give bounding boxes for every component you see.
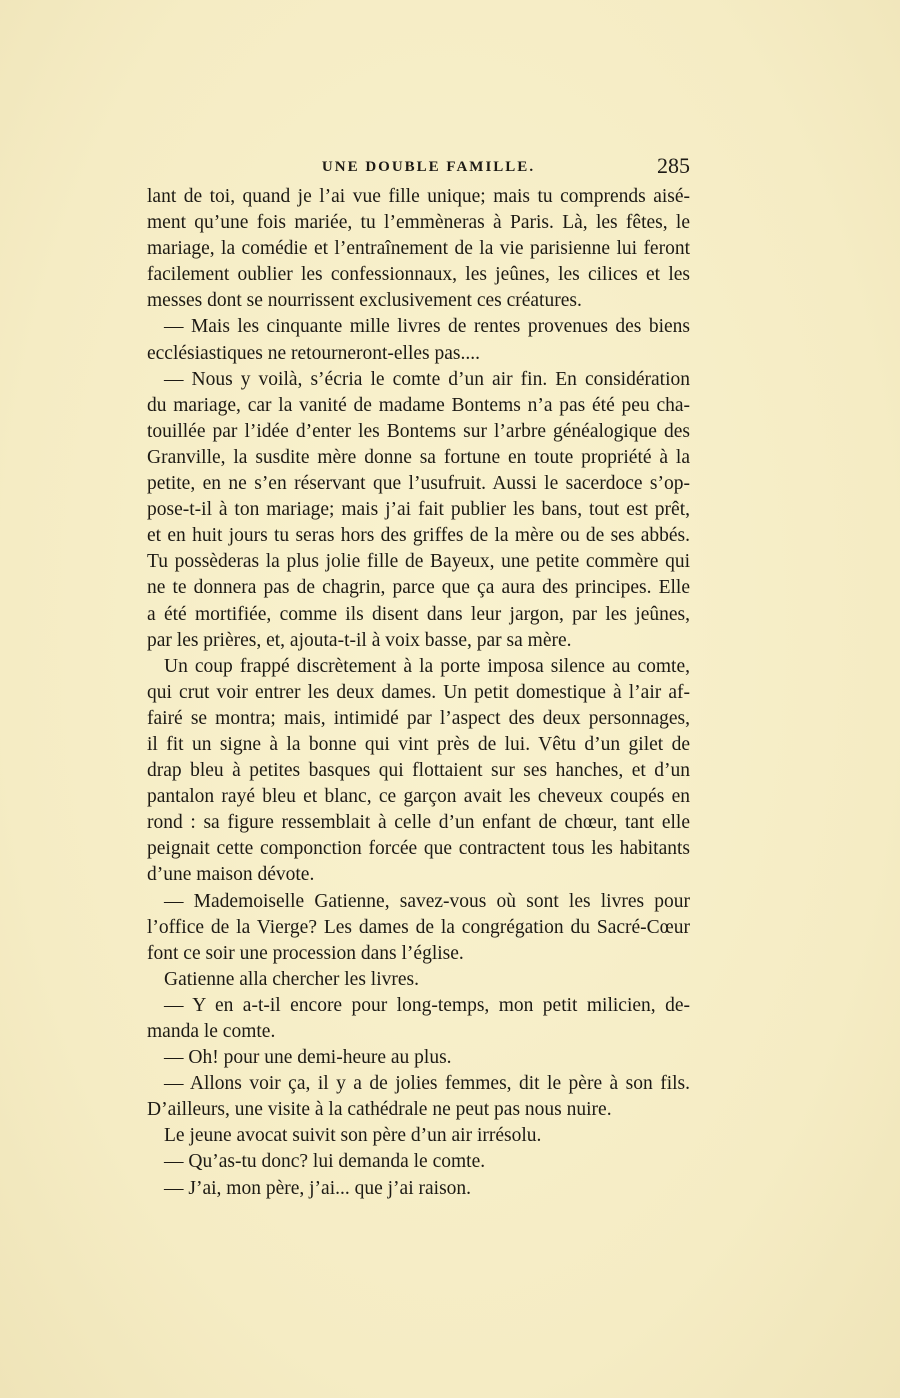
text-line: Tu possèderas la plus jolie fille de Bayeux, une petite commère qui (147, 551, 690, 573)
text-line: peignait cette componction forcée que contractent tous les habitants (147, 838, 690, 860)
text-line: drap bleu à petites basques qui flottaient sur ses hanches, et d’un (147, 760, 690, 782)
text-line: — J’ai, mon père, j’ai... que j’ai raison. (164, 1177, 472, 1199)
text-line: d’une maison dévote. (147, 864, 315, 886)
text-line: Granville, la susdite mère donne sa fortune en toute propriété à la (147, 446, 690, 468)
text-line: facilement oublier les confessionnaux, les jeûnes, les cilices et les (147, 264, 690, 286)
text-line: — Oh! pour une demi-heure au plus. (164, 1047, 452, 1069)
text-line: fairé se montra; mais, intimidé par l’aspect des deux personnages, (147, 707, 690, 729)
text-line: rond : sa figure ressemblait à celle d’un enfant de chœur, tant elle (147, 812, 690, 834)
text-line: ecclésiastiques ne retourneront-elles pas.... (147, 342, 480, 364)
text-line: pantalon rayé bleu et blanc, ce garçon avait les cheveux coupés en (147, 786, 690, 808)
text-line: manda le comte. (147, 1021, 276, 1042)
text-line: qui crut voir entrer les deux dames. Un petit domestique à l’air af- (147, 681, 690, 703)
text-line: messes dont se nourrissent exclusivement ces créatures. (147, 290, 582, 312)
text-line: D’ailleurs, une visite à la cathédrale ne peut pas nous nuire. (147, 1099, 612, 1121)
body-text (147, 184, 690, 1202)
text-line: — Qu’as-tu donc? lui demanda le comte. (164, 1151, 486, 1173)
text-line: petite, en ne s’en réservant que l’usufruit. Aussi le sacerdoce s’op- (147, 473, 690, 495)
page-number: 285 (657, 153, 690, 178)
text-line: l’office de la Vierge? Les dames de la congrégation du Sacré-Cœur (147, 916, 690, 938)
text-line: Gatienne alla chercher les livres. (164, 968, 419, 990)
text-line: — Mademoiselle Gatienne, savez-vous où sont les livres pour (164, 890, 690, 912)
text-line: — Nous y voilà, s’écria le comte d’un air fin. En considération (164, 368, 690, 390)
text-line: a été mortifiée, comme ils disent dans leur jargon, par les jeûnes, (147, 603, 690, 625)
text-line: Le jeune avocat suivit son père d’un air irrésolu. (164, 1125, 542, 1147)
text-line: par les prières, et, ajouta-t-il à voix basse, par sa mère. (147, 629, 572, 651)
text-line: — Y en a-t-il encore pour long-temps, mon petit milicien, de- (164, 994, 690, 1016)
text-line: pose-t-il à ton mariage; mais j’ai fait publier les bans, tout est prêt, (147, 499, 690, 521)
running-title: UNE DOUBLE FAMILLE. (321, 159, 536, 175)
text-line: touillée par l’idée d’enter les Bontems sur l’arbre généalogique des (147, 420, 690, 442)
text-line: il fit un signe à la bonne qui vint près de lui. Vêtu d’un gilet de (147, 733, 690, 755)
text-line: Un coup frappé discrètement à la porte imposa silence au comte, (164, 655, 690, 677)
text-line: — Mais les cinquante mille livres de rentes provenues des biens (164, 316, 690, 338)
text-line: mariage, la comédie et l’entraînement de la vie parisienne lui feront (147, 238, 690, 260)
text-line: lant de toi, quand je l’ai vue fille unique; mais tu comprends aisé- (147, 186, 690, 207)
text-line: — Allons voir ça, il y a de jolies femmes, dit le père à son fils. (164, 1073, 690, 1095)
text-line: du mariage, car la vanité de madame Bontems n’a pas été peu cha- (147, 394, 690, 416)
page-header (147, 155, 690, 181)
text-line: ment qu’une fois mariée, tu l’emmèneras à Paris. Là, les fêtes, le (147, 212, 690, 234)
text-line: font ce soir une procession dans l’église. (147, 942, 464, 964)
text-line: et en huit jours tu seras hors des griffes de la mère ou de ses abbés. (147, 525, 690, 547)
text-line: ne te donnera pas de chagrin, parce que ça aura des principes. Elle (147, 577, 690, 599)
